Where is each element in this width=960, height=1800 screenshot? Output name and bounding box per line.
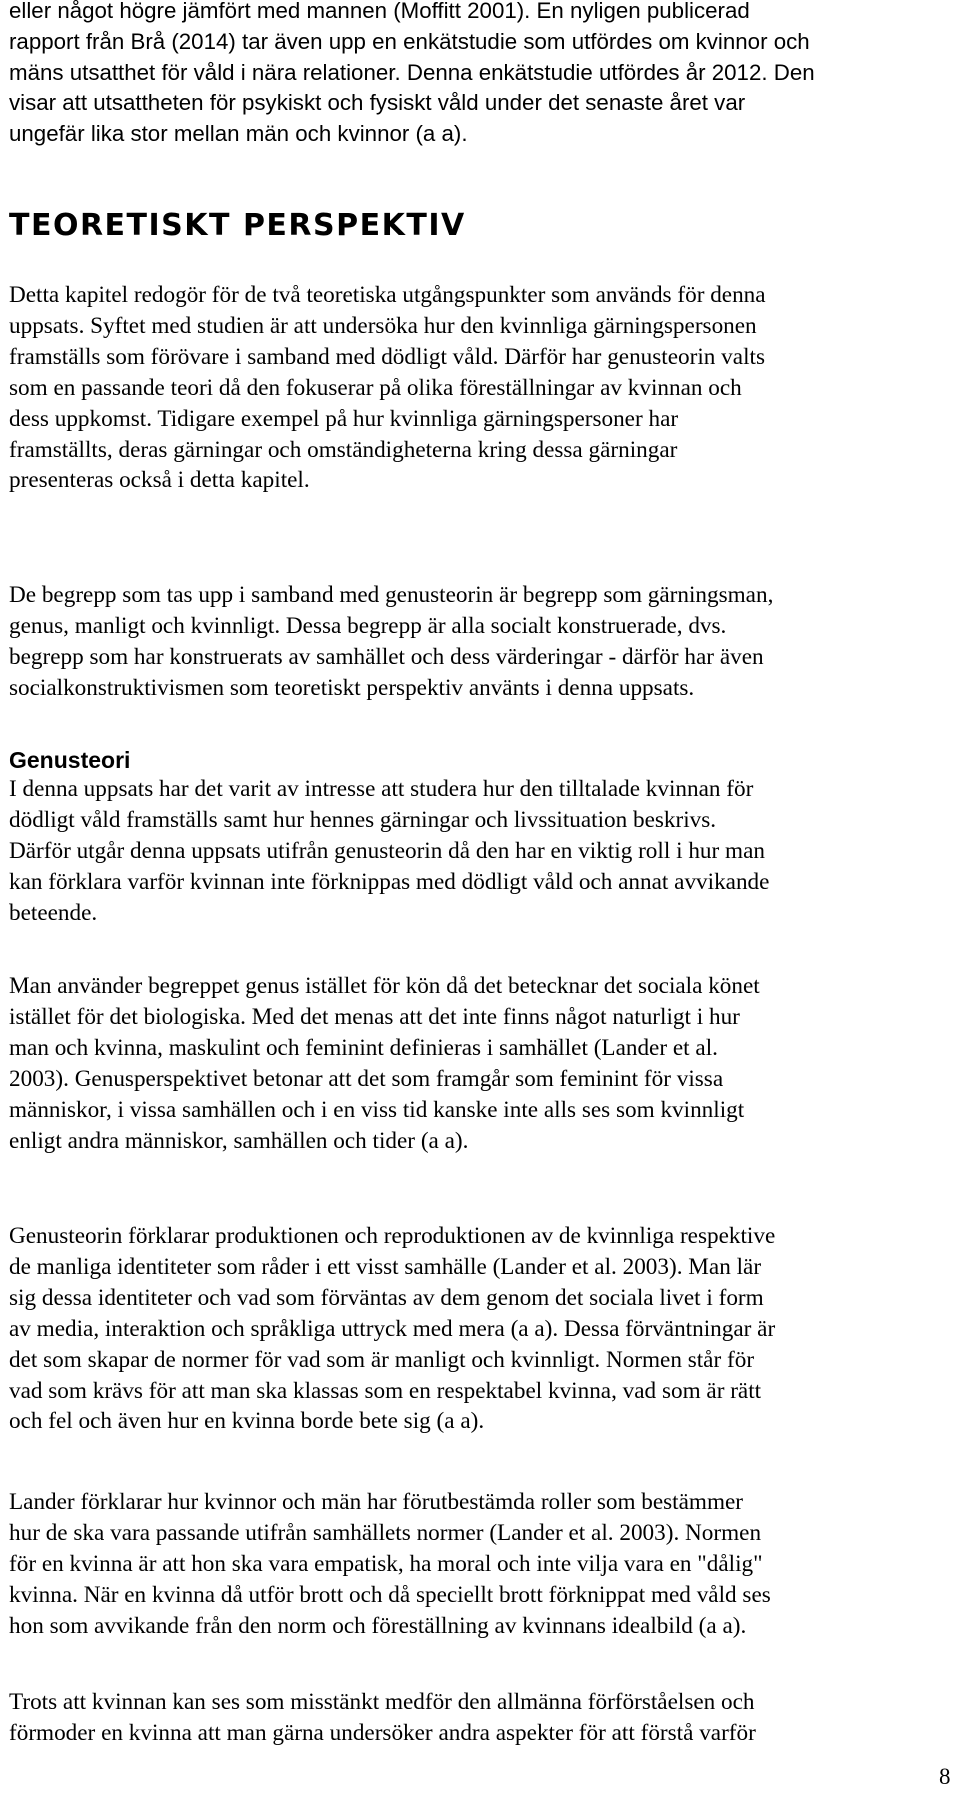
text-line: presenteras också i detta kapitel. [9,467,310,494]
text-line: kvinna. När en kvinna då utför brott och då speciellt brott förknippat med våld ses [9,1581,771,1608]
subsection-paragraph [9,1487,959,1642]
section-paragraph [9,580,959,704]
text-line: vad som krävs för att man ska klassas som en respektabel kvinna, vad som är rätt [9,1377,762,1404]
page-number: 8 [939,1764,951,1789]
subsection-paragraph [9,1687,959,1749]
text-line: Därför utgår denna uppsats utifrån genusteorin då den har en viktig roll i hur man [9,837,765,864]
text-line: framställs som förövare i samband med dödligt våld. Därför har genusteorin valts [9,343,765,370]
text-line: förmoder en kvinna att man gärna undersöker andra aspekter för att förstå varför [9,1719,756,1746]
subsection-paragraph [9,774,959,929]
text-line: framställts, deras gärningar och omständigheterna kring dessa gärningar [9,436,678,463]
text-line: människor, i vissa samhällen och i en viss tid kanske inte alls ses som kvinnligt [9,1096,745,1123]
text-line: dödligt våld framställs samt hur hennes gärningar och livssituation beskrivs. [9,806,717,833]
subsection-paragraph [9,971,959,1156]
text-line: socialkonstruktivismen som teoretiskt perspektiv använts i denna uppsats. [9,674,695,701]
text-line: genus, manligt och kvinnligt. Dessa begrepp är alla socialt konstruerade, dvs. [9,612,727,639]
text-line: enligt andra människor, samhällen och tider (a a). [9,1127,469,1154]
text-line: eller något högre jämfört med mannen (Moffitt 2001). En nyligen publicerad [9,0,750,23]
text-line: för en kvinna är att hon ska vara empatisk, ha moral och inte vilja vara en "dålig" [9,1550,763,1577]
section-heading: TEORETISKT PERSPEKTIV [9,208,466,243]
text-line: Lander förklarar hur kvinnor och män har förutbestämda roller som bestämmer [9,1489,744,1515]
text-line: ungefär lika stor mellan män och kvinnor (a a). [9,121,468,147]
text-line: dess uppkomst. Tidigare exempel på hur kvinnliga gärningspersoner har [9,405,679,432]
text-line: begrepp som har konstruerats av samhället och dess värderingar - därför har även [9,643,764,670]
text-line: uppsats. Syftet med studien är att undersöka hur den kvinnliga gärningspersonen [9,312,757,339]
text-line: sig dessa identiteter och vad som förväntas av dem genom det sociala livet i form [9,1284,764,1311]
text-line: De begrepp som tas upp i samband med genusteorin är begrepp som gärningsman, [9,582,774,608]
text-line: det som skapar de normer för vad som är manligt och kvinnligt. Normen står för [9,1346,755,1373]
text-line: mäns utsatthet för våld i nära relationer. Denna enkätstudie utfördes år 2012. Den [9,59,815,85]
text-line: de manliga identiteter som råder i ett visst samhälle (Lander et al. 2003). Man lär [9,1253,762,1280]
text-line: Man använder begreppet genus istället för kön då det betecknar det sociala könet [9,973,760,999]
text-line: kan förklara varför kvinnan inte förknippas med dödligt våld och annat avvikande [9,868,770,895]
subsection-heading: Genusteori [9,747,131,773]
text-line: och fel och även hur en kvinna borde bete sig (a a). [9,1408,485,1435]
text-line: visar att utsattheten för psykiskt och fysiskt våld under det senaste året var [9,90,746,116]
text-line: Genusteorin förklarar produktionen och reproduktionen av de kvinnliga respektive [9,1223,776,1249]
section-paragraph [9,280,959,496]
text-line: beteende. [9,899,98,926]
text-line: hon som avvikande från den norm och föreställning av kvinnans idealbild (a a). [9,1612,747,1639]
intro-paragraph [9,0,957,150]
text-line: av media, interaktion och språkliga uttryck med mera (a a). Dessa förväntningar är [9,1315,776,1342]
text-line: hur de ska vara passande utifrån samhällets normer (Lander et al. 2003). Normen [9,1519,762,1546]
subsection-paragraph [9,1221,959,1437]
text-line: Detta kapitel redogör för de två teoretiska utgångspunkter som används för denna [9,282,766,308]
text-line: istället för det biologiska. Med det menas att det inte finns något naturligt i hur [9,1003,740,1030]
text-line: rapport från Brå (2014) tar även upp en enkätstudie som utfördes om kvinnor och [9,28,810,54]
text-line: 2003). Genusperspektivet betonar att det som framgår som feminint för vissa [9,1065,724,1092]
text-line: som en passande teori då den fokuserar på olika föreställningar av kvinnan och [9,374,742,401]
text-line: I denna uppsats har det varit av intresse att studera hur den tilltalade kvinnan för [9,776,754,802]
text-line: Trots att kvinnan kan ses som misstänkt medför den allmänna förförståelsen och [9,1689,755,1715]
text-line: man och kvinna, maskulint och feminint definieras i samhället (Lander et al. [9,1034,718,1061]
